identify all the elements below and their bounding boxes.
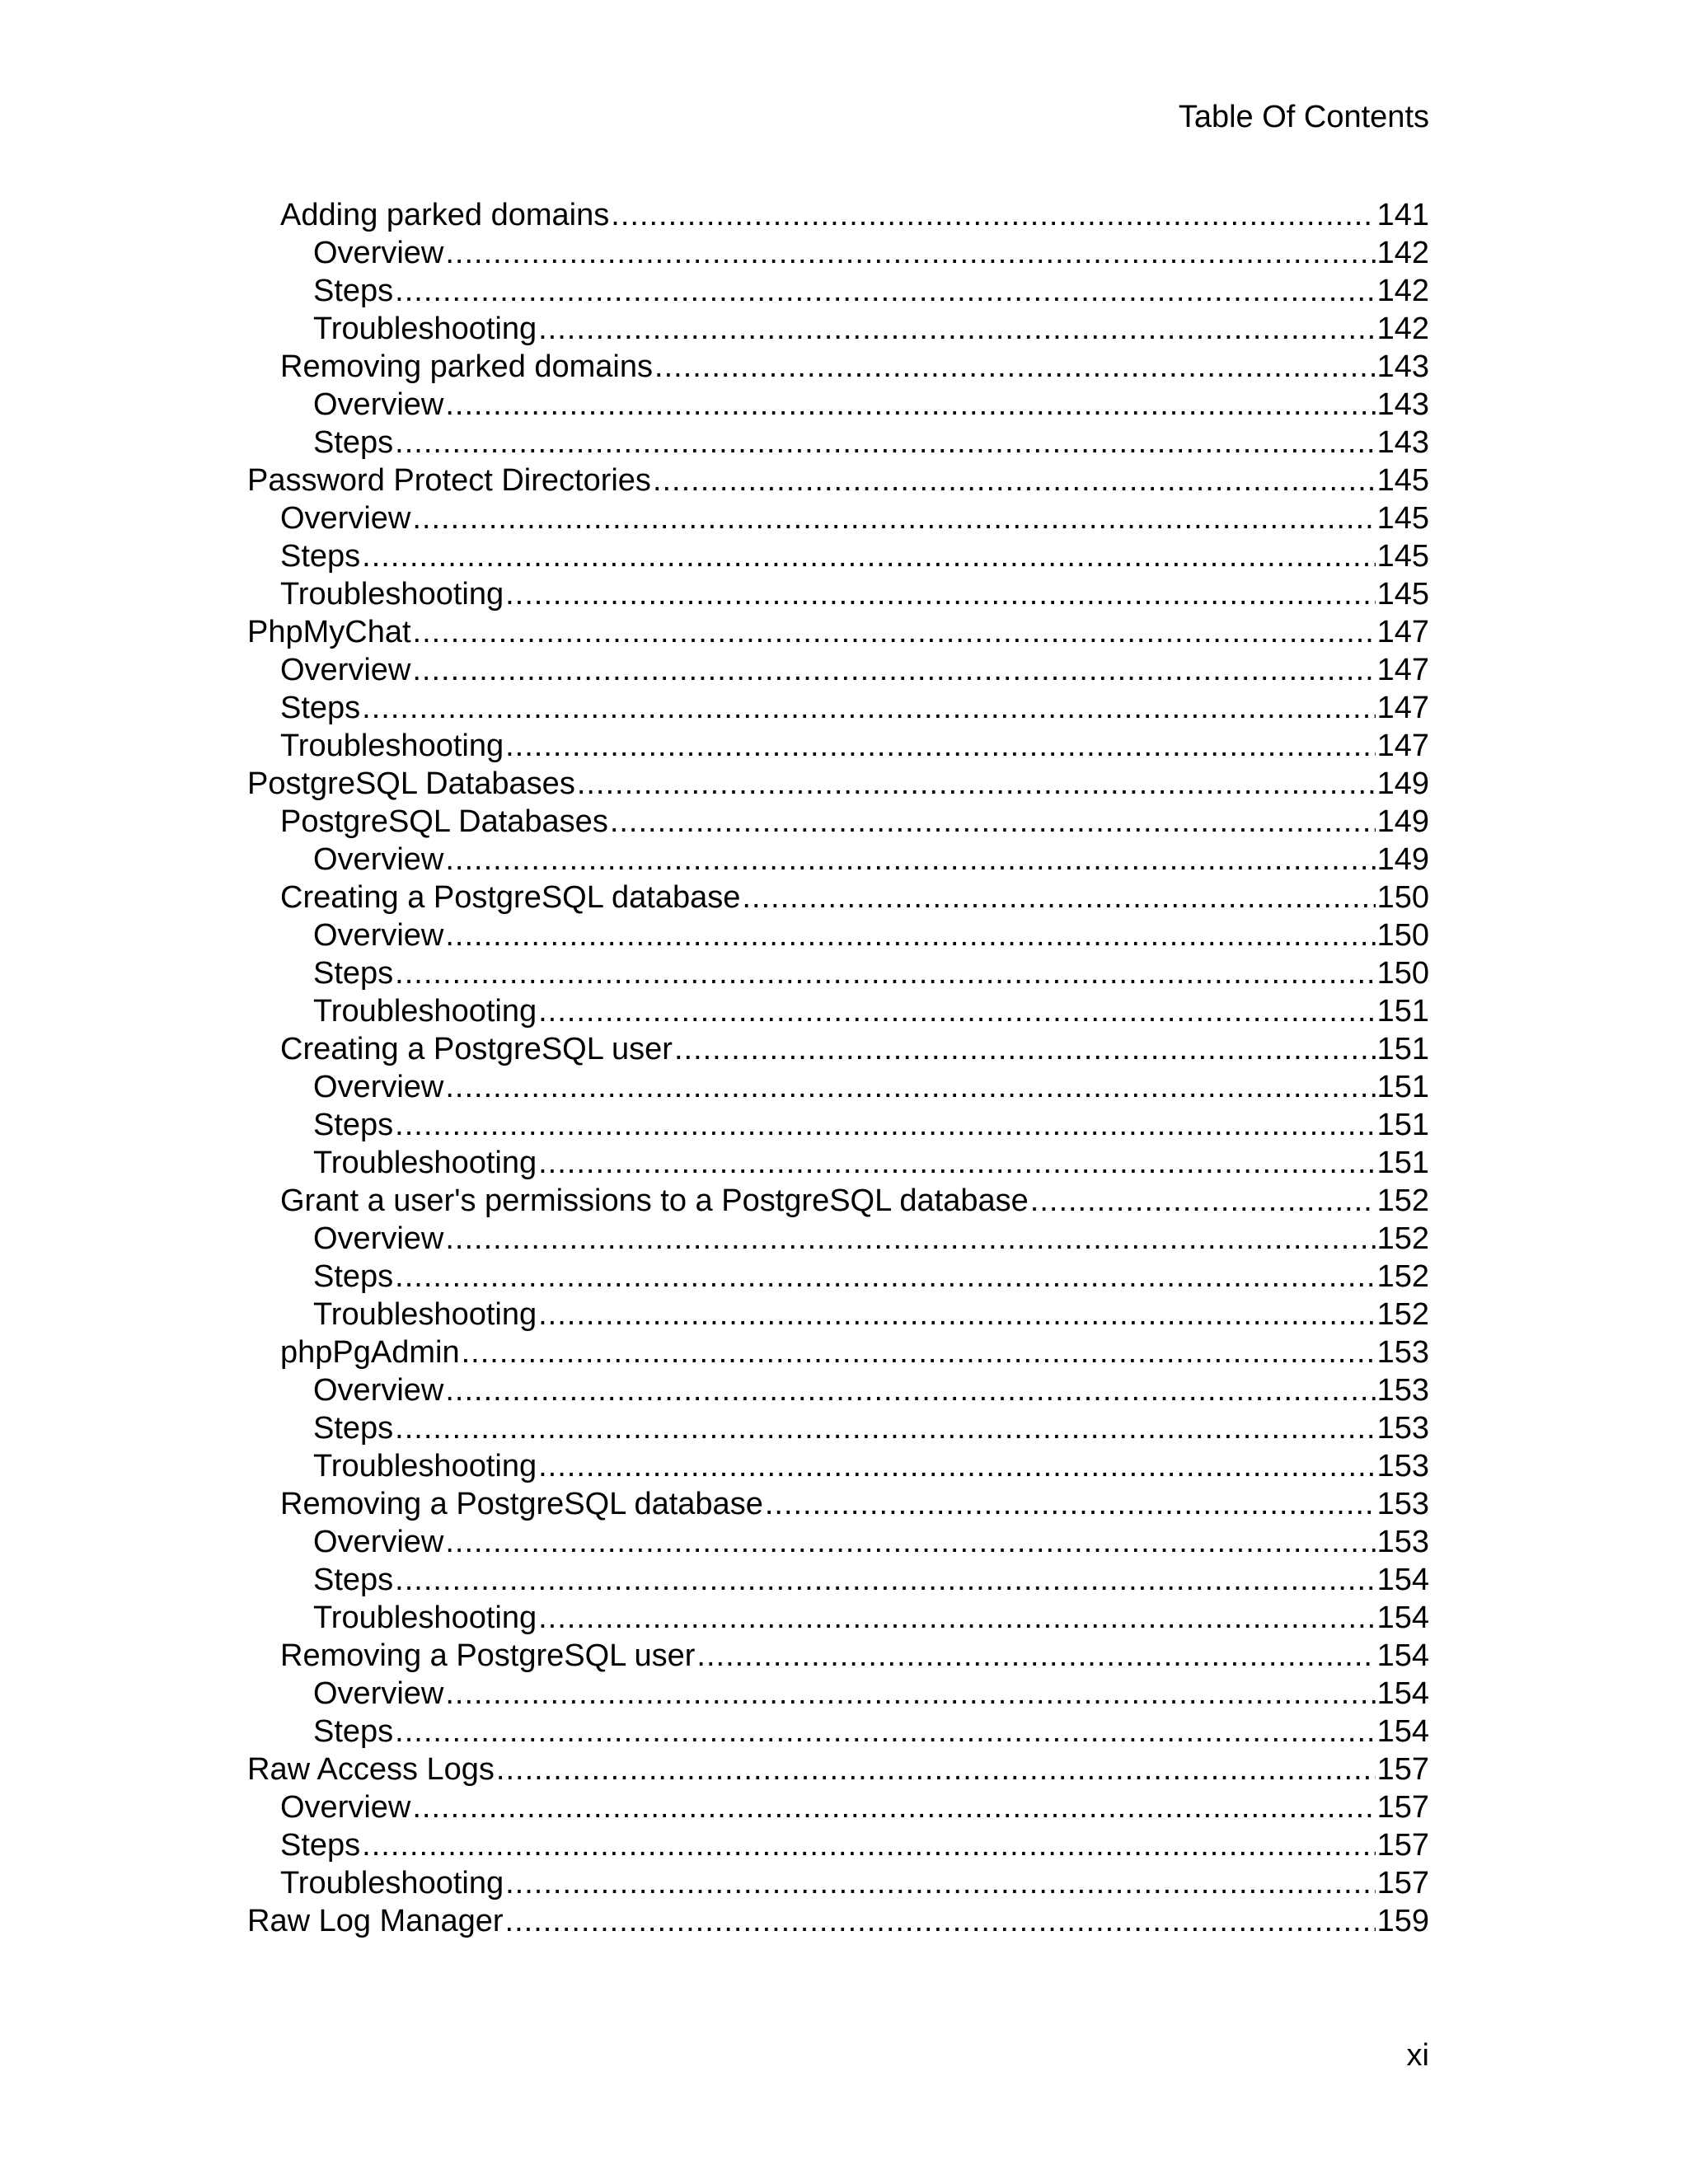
toc-entry[interactable]: [247, 1864, 1429, 1902]
toc-entry-label: Troubleshooting: [280, 1866, 504, 1900]
toc-dot-leader: [445, 1220, 1375, 1258]
toc-entry[interactable]: [247, 499, 1429, 537]
toc-entry-label: Steps: [313, 1259, 394, 1294]
toc-dot-leader: [395, 1258, 1375, 1296]
toc-entry-label: PostgreSQL Databases: [280, 804, 608, 839]
toc-dot-leader: [395, 272, 1375, 310]
toc-entry-label: Overview: [313, 1221, 444, 1256]
toc-entry-page: 153: [1376, 1335, 1429, 1370]
toc-entry-page: 157: [1376, 1866, 1429, 1900]
toc-entry-page: 150: [1376, 880, 1429, 915]
toc-entry[interactable]: [247, 651, 1429, 689]
toc-entry[interactable]: [247, 841, 1429, 879]
toc-entry[interactable]: [247, 196, 1429, 234]
toc-entry-label: Removing parked domains: [280, 349, 654, 384]
toc-entry[interactable]: [247, 1144, 1429, 1182]
toc-dot-leader: [496, 1750, 1376, 1788]
table-of-contents: [247, 196, 1429, 1940]
toc-entry[interactable]: [247, 1599, 1429, 1637]
toc-entry[interactable]: [247, 1068, 1429, 1106]
toc-entry-label: Raw Log Manager: [247, 1904, 504, 1938]
toc-entry-label: Steps: [313, 1563, 394, 1597]
toc-entry[interactable]: [247, 1675, 1429, 1713]
toc-entry-page: 152: [1376, 1183, 1429, 1218]
toc-dot-leader: [505, 1902, 1376, 1940]
toc-entry-page: 154: [1376, 1638, 1429, 1673]
toc-entry[interactable]: [247, 1220, 1429, 1258]
toc-entry-page: 149: [1376, 766, 1429, 801]
toc-dot-leader: [395, 1713, 1375, 1750]
toc-entry-page: 157: [1376, 1790, 1429, 1825]
toc-entry[interactable]: [247, 424, 1429, 462]
toc-dot-leader: [505, 1864, 1375, 1902]
toc-dot-leader: [395, 1561, 1375, 1599]
toc-entry-label: Steps: [313, 956, 394, 991]
toc-entry[interactable]: [247, 803, 1429, 841]
toc-entry-page: 152: [1376, 1259, 1429, 1294]
toc-dot-leader: [413, 613, 1376, 651]
toc-entry[interactable]: [247, 348, 1429, 386]
toc-entry-page: 145: [1376, 539, 1429, 574]
toc-entry[interactable]: [247, 1485, 1429, 1523]
toc-entry[interactable]: [247, 386, 1429, 424]
toc-dot-leader: [445, 386, 1375, 424]
toc-entry-page: 151: [1376, 1032, 1429, 1066]
toc-entry-page: 141: [1376, 198, 1429, 232]
toc-dot-leader: [362, 537, 1375, 575]
toc-entry[interactable]: [247, 1030, 1429, 1068]
toc-entry[interactable]: [247, 689, 1429, 727]
toc-entry[interactable]: [247, 765, 1429, 803]
toc-dot-leader: [611, 196, 1375, 234]
toc-entry[interactable]: [247, 1258, 1429, 1296]
toc-dot-leader: [445, 916, 1375, 954]
toc-entry-page: 142: [1376, 236, 1429, 270]
toc-entry-page: 147: [1376, 615, 1429, 649]
toc-dot-leader: [445, 234, 1375, 272]
toc-entry[interactable]: [247, 1523, 1429, 1561]
toc-entry[interactable]: [247, 575, 1429, 613]
toc-entry-page: 154: [1376, 1563, 1429, 1597]
toc-dot-leader: [445, 841, 1375, 879]
toc-dot-leader: [696, 1637, 1375, 1675]
toc-entry-page: 150: [1376, 918, 1429, 953]
toc-entry-label: Grant a user's permissions to a PostgreSQL database: [280, 1183, 1029, 1218]
toc-entry[interactable]: [247, 954, 1429, 992]
toc-dot-leader: [445, 1371, 1375, 1409]
toc-dot-leader: [538, 310, 1375, 348]
toc-dot-leader: [538, 1599, 1375, 1637]
toc-dot-leader: [742, 879, 1375, 916]
toc-entry-label: Troubleshooting: [313, 312, 537, 346]
toc-entry-label: Overview: [313, 236, 444, 270]
toc-entry-page: 142: [1376, 312, 1429, 346]
toc-entry-label: Overview: [313, 1070, 444, 1104]
toc-dot-leader: [462, 1333, 1376, 1371]
toc-entry[interactable]: [247, 1333, 1429, 1371]
toc-entry-label: Steps: [313, 1411, 394, 1446]
toc-entry[interactable]: [247, 992, 1429, 1030]
toc-entry-label: Creating a PostgreSQL user: [280, 1032, 673, 1066]
toc-entry-label: Overview: [313, 1525, 444, 1559]
toc-dot-leader: [654, 348, 1376, 386]
toc-entry[interactable]: [247, 1409, 1429, 1447]
toc-entry[interactable]: [247, 234, 1429, 272]
toc-dot-leader: [653, 462, 1376, 499]
toc-dot-leader: [610, 803, 1376, 841]
toc-entry[interactable]: [247, 272, 1429, 310]
toc-dot-leader: [362, 689, 1375, 727]
toc-entry-label: Creating a PostgreSQL database: [280, 880, 741, 915]
toc-entry-page: 153: [1376, 1373, 1429, 1408]
toc-entry-label: Overview: [280, 1790, 411, 1825]
toc-entry-page: 152: [1376, 1221, 1429, 1256]
toc-entry-page: 149: [1376, 842, 1429, 877]
toc-entry-page: 154: [1376, 1601, 1429, 1635]
toc-entry-page: 143: [1376, 387, 1429, 422]
toc-entry-page: 142: [1376, 274, 1429, 308]
toc-entry-page: 153: [1376, 1487, 1429, 1521]
toc-dot-leader: [395, 1409, 1375, 1447]
toc-entry[interactable]: [247, 1561, 1429, 1599]
toc-dot-leader: [412, 499, 1375, 537]
toc-entry-page: 154: [1376, 1676, 1429, 1711]
toc-entry-label: Steps: [313, 425, 394, 460]
toc-entry-label: Troubleshooting: [313, 1146, 537, 1180]
toc-entry[interactable]: [247, 1106, 1429, 1144]
toc-entry-label: phpPgAdmin: [280, 1335, 460, 1370]
toc-entry[interactable]: [247, 613, 1429, 651]
toc-entry-label: Overview: [313, 842, 444, 877]
toc-dot-leader: [765, 1485, 1376, 1523]
toc-entry-label: Overview: [313, 1676, 444, 1711]
toc-dot-leader: [538, 1144, 1375, 1182]
toc-dot-leader: [412, 651, 1375, 689]
toc-entry-page: 147: [1376, 691, 1429, 725]
toc-entry-page: 152: [1376, 1297, 1429, 1332]
toc-entry-label: Troubleshooting: [280, 577, 504, 612]
toc-entry-label: PhpMyChat: [247, 615, 411, 649]
toc-entry-label: Steps: [280, 539, 361, 574]
toc-dot-leader: [538, 992, 1375, 1030]
toc-entry-label: Password Protect Directories: [247, 463, 651, 498]
toc-entry-label: Troubleshooting: [313, 1449, 537, 1483]
toc-entry-page: 151: [1376, 1108, 1429, 1142]
toc-entry-label: Overview: [280, 653, 411, 687]
toc-entry-label: Overview: [313, 387, 444, 422]
toc-entry-page: 153: [1376, 1449, 1429, 1483]
toc-entry[interactable]: [247, 537, 1429, 575]
toc-dot-leader: [538, 1447, 1375, 1485]
toc-entry[interactable]: [247, 916, 1429, 954]
toc-entry-label: Steps: [313, 274, 394, 308]
toc-entry-page: 145: [1376, 577, 1429, 612]
toc-entry[interactable]: [247, 1371, 1429, 1409]
toc-dot-leader: [395, 424, 1375, 462]
toc-entry[interactable]: [247, 1296, 1429, 1333]
toc-entry-page: 143: [1376, 425, 1429, 460]
toc-entry-page: 145: [1376, 463, 1429, 498]
toc-entry-label: Adding parked domains: [280, 198, 610, 232]
toc-entry-page: 153: [1376, 1525, 1429, 1559]
toc-entry-label: Overview: [313, 918, 444, 953]
toc-dot-leader: [538, 1296, 1375, 1333]
page-number: xi: [1406, 2038, 1429, 2073]
toc-entry[interactable]: [247, 1902, 1429, 1940]
toc-entry[interactable]: [247, 879, 1429, 916]
toc-dot-leader: [1030, 1182, 1376, 1220]
toc-entry-page: 143: [1376, 349, 1429, 384]
toc-dot-leader: [445, 1675, 1375, 1713]
toc-dot-leader: [445, 1523, 1375, 1561]
toc-entry-label: Troubleshooting: [280, 729, 504, 763]
toc-entry[interactable]: [247, 1713, 1429, 1750]
toc-entry-label: PostgreSQL Databases: [247, 766, 575, 801]
toc-entry-label: Overview: [280, 501, 411, 536]
toc-entry-page: 157: [1376, 1828, 1429, 1863]
running-header: Table Of Contents: [1178, 100, 1429, 134]
toc-dot-leader: [505, 727, 1375, 765]
toc-entry-label: Overview: [313, 1373, 444, 1408]
toc-entry-label: Troubleshooting: [313, 1601, 537, 1635]
toc-entry[interactable]: [247, 1447, 1429, 1485]
toc-entry-page: 157: [1376, 1752, 1429, 1787]
toc-entry-label: Steps: [280, 1828, 361, 1863]
toc-entry-page: 159: [1376, 1904, 1429, 1938]
toc-entry[interactable]: [247, 1182, 1429, 1220]
toc-entry-page: 147: [1376, 729, 1429, 763]
toc-dot-leader: [395, 954, 1375, 992]
toc-entry-page: 151: [1376, 1070, 1429, 1104]
toc-entry-label: Removing a PostgreSQL user: [280, 1638, 696, 1673]
toc-entry[interactable]: [247, 727, 1429, 765]
toc-dot-leader: [412, 1788, 1375, 1826]
toc-dot-leader: [505, 575, 1375, 613]
toc-entry-label: Troubleshooting: [313, 994, 537, 1029]
toc-entry-label: Steps: [313, 1714, 394, 1749]
toc-dot-leader: [362, 1826, 1375, 1864]
toc-entry-page: 154: [1376, 1714, 1429, 1749]
toc-dot-leader: [445, 1068, 1375, 1106]
toc-entry[interactable]: [247, 310, 1429, 348]
toc-entry-page: 151: [1376, 1146, 1429, 1180]
toc-entry-page: 149: [1376, 804, 1429, 839]
toc-entry[interactable]: [247, 1826, 1429, 1864]
toc-entry-page: 150: [1376, 956, 1429, 991]
toc-entry[interactable]: [247, 462, 1429, 499]
toc-dot-leader: [577, 765, 1376, 803]
toc-dot-leader: [395, 1106, 1375, 1144]
toc-entry-page: 153: [1376, 1411, 1429, 1446]
toc-entry-label: Troubleshooting: [313, 1297, 537, 1332]
toc-entry-page: 147: [1376, 653, 1429, 687]
toc-entry[interactable]: [247, 1750, 1429, 1788]
toc-entry[interactable]: [247, 1637, 1429, 1675]
toc-entry-label: Removing a PostgreSQL database: [280, 1487, 763, 1521]
toc-entry-label: Steps: [313, 1108, 394, 1142]
toc-entry-page: 151: [1376, 994, 1429, 1029]
toc-entry-label: Raw Access Logs: [247, 1752, 495, 1787]
toc-dot-leader: [674, 1030, 1376, 1068]
toc-entry[interactable]: [247, 1788, 1429, 1826]
toc-entry-page: 145: [1376, 501, 1429, 536]
toc-entry-label: Steps: [280, 691, 361, 725]
